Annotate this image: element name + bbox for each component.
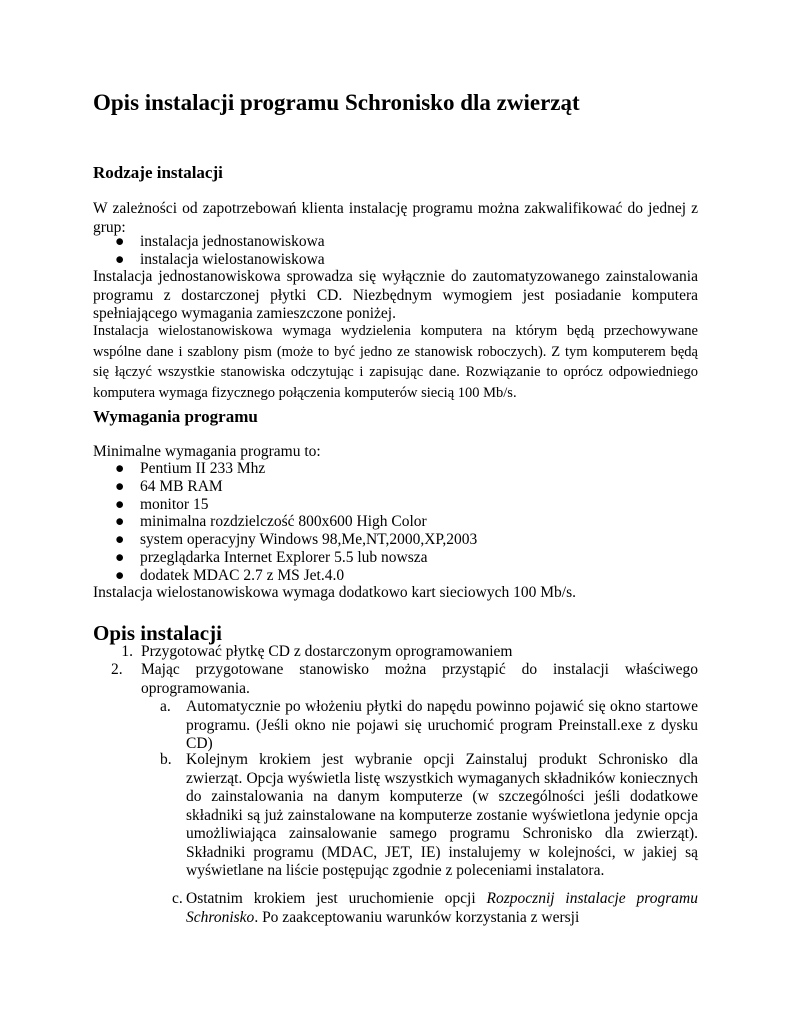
paragraph-intro: W zależności od zapotrzebowań klienta instalację programu można zakwalifikować do jednej z grup: [93,200,698,236]
list-item: 2. Mając przygotowane stanowisko można przystąpić do instalacji właściwego oprogramowania. [111,661,698,697]
list-item: ● instalacja wielostanowiskowa [115,251,325,268]
list-item: ● system operacyjny Windows 98,Me,NT,2000,XP,2003 [115,531,478,548]
list-item: a. Automatycznie po włożeniu płytki do napędu powinno pojawić się okno startowe programu. (Jeśli okno nie pojawi się uruchomić program Preinstall.exe z dysku CD) [160,698,698,752]
bullet-icon: ● [115,460,125,477]
list-item: c. Ostatnim krokiem jest uruchomienie opcji Rozpocznij instalacje programu Schronisko. Po zaakceptowaniu warunków korzystania z wersji [172,890,698,926]
bullet-icon: ● [115,567,125,584]
bullet-icon: ● [115,549,125,566]
section-heading-installation-types: Rodzaje instalacji [93,163,223,182]
list-item: ● minimalna rozdzielczość 800x600 High Color [115,513,427,530]
paragraph-requirements-outro: Instalacja wielostanowiskowa wymaga dodatkowo kart sieciowych 100 Mb/s. [93,584,576,601]
list-item: ● instalacja jednostanowiskowa [115,233,325,250]
bullet-icon: ● [115,531,125,548]
list-item: ● 64 MB RAM [115,478,223,495]
list-item: ● dodatek MDAC 2.7 z MS Jet.4.0 [115,567,345,584]
bullet-icon: ● [115,251,125,268]
paragraph-single-station: Instalacja jednostanowiskowa sprowadza się wyłącznie do zautomatyzowanego zainstalowania programu z dostarczonej płytki CD. Niezbędnym wymogiem jest posiadanie komputera spełniającego wymagania zamieszczone poniżej. [93,268,698,322]
list-item: ● Pentium II 233 Mhz [115,460,266,477]
list-item: ● przeglądarka Internet Explorer 5.5 lub nowsza [115,549,428,566]
list-item: 1. Przygotować płytkę CD z dostarczonym oprogramowaniem [121,643,513,660]
paragraph-multi-station: Instalacja wielostanowiskowa wymaga wydzielenia komputera na którym będą przechowywane wspólne dane i szablony pism (może to być jedno ze stanowisk roboczych). Z tym komputerem będą się łączyć wszystkie stanowiska odczytując i zapisując dane. Rozwiązanie to oprócz odpowiedniego komputera wymaga fizycznego połączenia komputerów siecią 100 Mb/s. [93,323,698,401]
page-title: Opis instalacji programu Schronisko dla zwierząt [93,90,580,115]
bullet-icon: ● [115,513,125,530]
bullet-icon: ● [115,478,125,495]
section-heading-installation: Opis instalacji [93,621,222,645]
bullet-icon: ● [115,496,125,513]
paragraph-requirements-intro: Minimalne wymagania programu to: [93,443,321,460]
list-item: b. Kolejnym krokiem jest wybranie opcji Zainstaluj produkt Schronisko dla zwierząt. Opcja wyświetla listę wszystkich wymaganych składników koniecznych do zainstalowania na danym komputerze (w szczególności jeśli dodatkowe składniki są już zainstalowane na komputerze zostanie wyświetlona jedynie opcja umożliwiająca zainsalowanie samego programu Schronisko dla zwierząt). Składniki programu (MDAC, JET, IE) instalujemy w kolejności, w jakiej są wyświetlane na liście postępując zgodnie z poleceniami instalatora. [160,751,698,879]
italic-option-name: Rozpocznij instalacje programu Schronisko [186,890,698,926]
list-item: ● monitor 15 [115,496,209,513]
bullet-icon: ● [115,233,125,250]
section-heading-requirements: Wymagania programu [93,407,258,426]
